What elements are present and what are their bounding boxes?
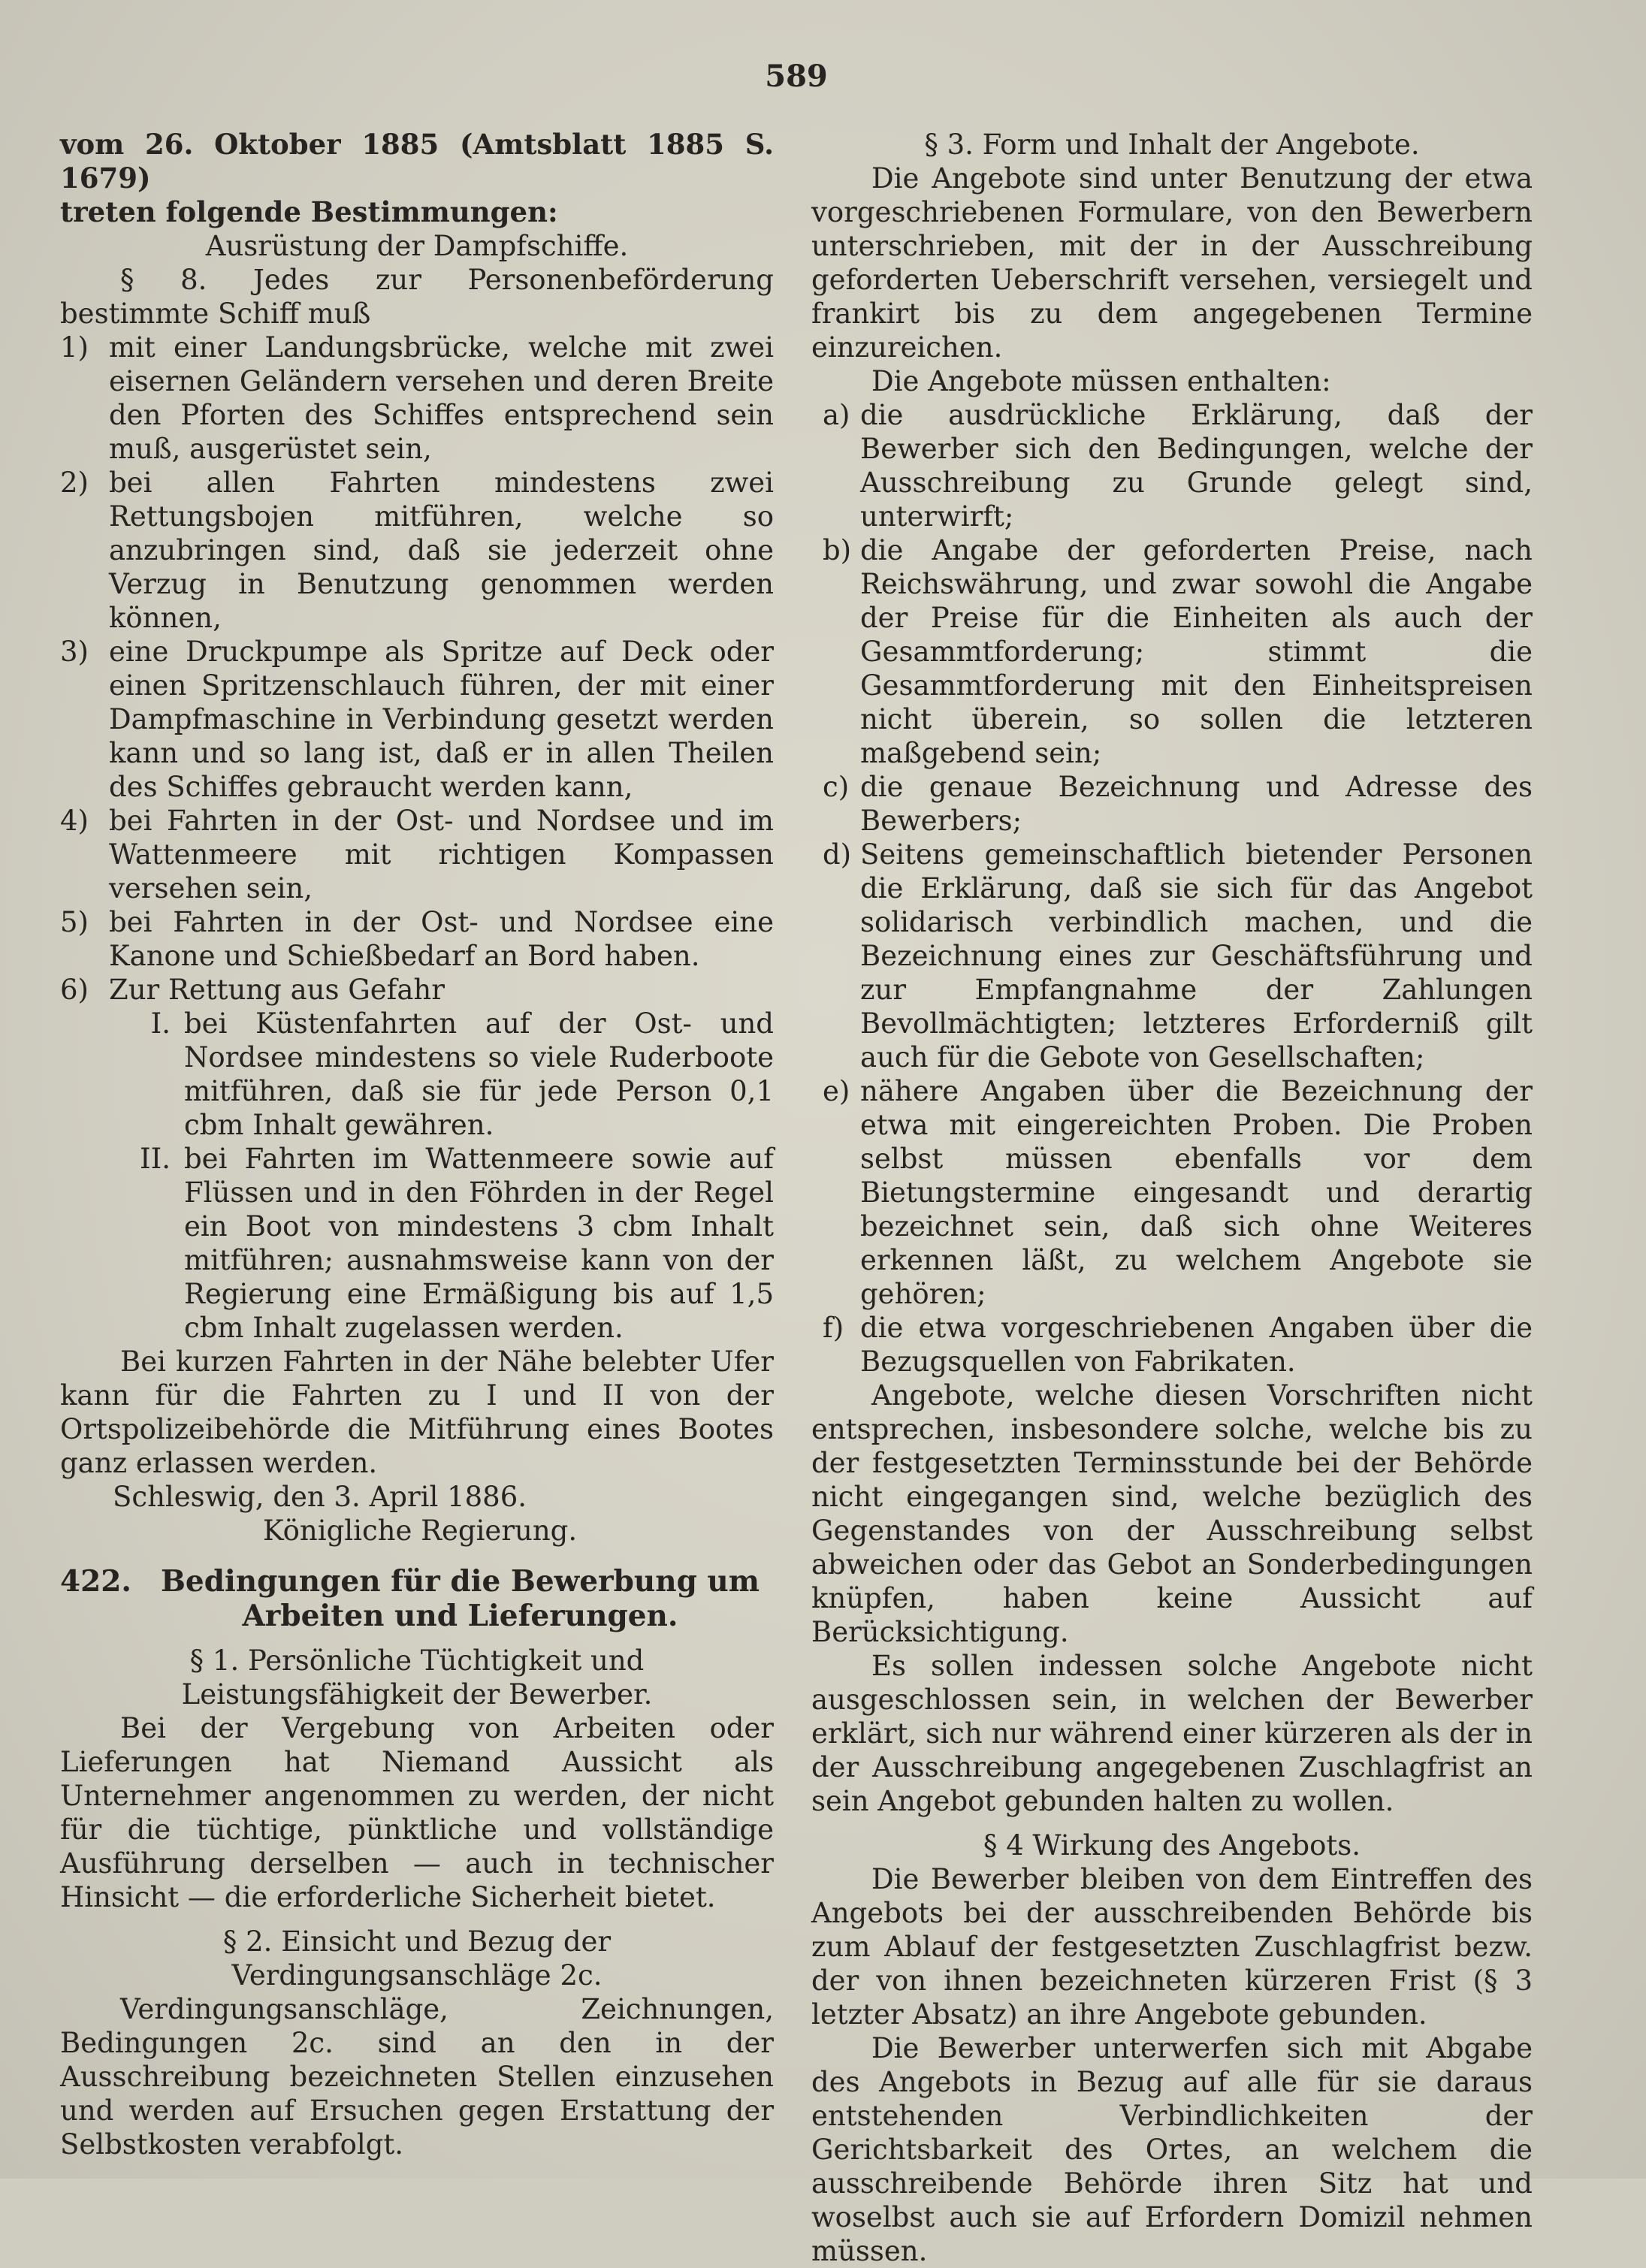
- closing-paragraph: Bei kurzen Fahrten in der Nähe belebter Ufer kann für die Fahrten zu I und II von der Ortspolizeibehörde die Mitführung eines Bootes ganz erlassen werden.: [60, 1345, 774, 1479]
- signature-place-date: Schleswig, den 3. April 1886.: [113, 1481, 527, 1513]
- s2-text: Verdingungsanschläge, Zeichnungen, Bedingungen 2c. sind an den in der Ausschreibung bezeichneten Stellen einzusehen und werden auf Ersuchen gegen Erstattung der Selbstkosten verabfolgt.: [60, 1993, 774, 2161]
- list-item-text: die ausdrückliche Erklärung, daß der Bewerber sich den Bedingungen, welche der Ausschreibung zu Grunde gelegt sind, unterwirft;: [860, 399, 1533, 533]
- list-item: [823, 398, 1533, 533]
- s3-paragraph-4: Es sollen indessen solche Angebote nicht ausgeschlossen sein, in welchen der Bewerber erklärt, sich nur während einer kürzeren als der in der Ausschreibung angegebenen Zuschlagfrist an sein Angebot gebunden halten zu wollen.: [811, 1650, 1533, 1817]
- list-item-text: bei allen Fahrten mindestens zwei Rettungsbojen mitführen, welche so anzubringen sind, daß sie jederzeit ohne Verzug in Benutzung genommen werden können,: [109, 467, 774, 634]
- sub-item-number: II.: [140, 1143, 171, 1175]
- page-number: 589: [765, 59, 828, 94]
- list-item: [60, 905, 774, 973]
- list-item-text: die etwa vorgeschriebenen Angaben über die Bezugsquellen von Fabrikaten.: [860, 1312, 1533, 1378]
- signature-authority: Königliche Regierung.: [263, 1515, 578, 1547]
- sub-list-item: [124, 1142, 774, 1345]
- list-item-text: Zur Rettung aus Gefahr: [109, 974, 445, 1006]
- list-item-number: 6): [60, 974, 89, 1006]
- list-item: [60, 635, 774, 804]
- list-item: [823, 533, 1533, 770]
- list-item-text: nähere Angaben über die Bezeichnung der etwa mit eingereichten Proben. Die Proben selbst müssen ebenfalls vor dem Bietungstermine eingesandt und derartig bezeichnet sein, daß sich ohne Weiteres erkennen läßt, zu welchem Angebote sie gehören;: [860, 1075, 1533, 1310]
- list-item-text: eine Druckpumpe als Spritze auf Deck oder einen Spritzenschlauch führen, der mit einer Dampfmaschine in Verbindung gesetzt werden kann und so lang ist, daß er in allen Theilen des Schiffes gebraucht werden kann,: [109, 636, 774, 803]
- list-item-number: 4): [60, 805, 89, 837]
- section-heading: [60, 1564, 774, 1633]
- intro-line-1: vom 26. Oktober 1885 (Amtsblatt 1885 S. 1679): [60, 128, 774, 195]
- list-item: [60, 804, 774, 905]
- intro-line-2: treten folgende Bestimmungen:: [60, 195, 558, 228]
- list-item-text: mit einer Landungsbrücke, welche mit zwei eisernen Geländern versehen und deren Breite den Pforten des Schiffes entsprechend sein muß, ausgerüstet sein,: [109, 331, 774, 465]
- paragraph-8: § 8. Jedes zur Personenbeförderung bestimmte Schiff muß: [60, 264, 774, 330]
- list-item: [823, 770, 1533, 838]
- list-item-number: 3): [60, 636, 89, 668]
- sub-list-item: [124, 1007, 774, 1142]
- list-item-letter: f): [823, 1312, 844, 1344]
- list-item: [60, 973, 774, 1007]
- section-number: 422.: [60, 1564, 131, 1599]
- s3-heading: § 3. Form und Inhalt der Angebote.: [924, 128, 1420, 161]
- s3-paragraph-2: Die Angebote müssen enthalten:: [871, 365, 1331, 397]
- list-item-text: die genaue Bezeichnung und Adresse des Bewerbers;: [860, 771, 1533, 837]
- s2-heading: § 2. Einsicht und Bezug der Verdingungsanschläge 2c.: [222, 1925, 612, 1992]
- s3-paragraph-3: Angebote, welche diesen Vorschriften nicht entsprechen, insbesondere solche, welche bis zu der festgesetzten Terminsstunde bei der Behörde nicht eingegangen sind, welche bezüglich des Gegenstandes von der Ausschreibung selbst abweichen oder das Gebot an Sonderbedingungen knüpfen, haben keine Aussicht auf Berücksichtigung.: [811, 1379, 1533, 1648]
- s4-heading: § 4 Wirkung des Angebots.: [983, 1829, 1361, 1862]
- list-item: [60, 466, 774, 635]
- right-column: [811, 128, 1533, 2268]
- list-item-letter: b): [823, 534, 852, 566]
- list-item: [823, 1311, 1533, 1379]
- list-item: [823, 1074, 1533, 1311]
- list-item-text: die Angabe der geforderten Preise, nach Reichswährung, und zwar sowohl die Angabe der Preise für die Einheiten als auch der Gesammtforderung; stimmt die Gesammtforderung mit den Einheitspreisen nicht überein, so sollen die letzteren maßgebend sein;: [860, 534, 1533, 769]
- list-item-text: Seitens gemeinschaftlich bietender Personen die Erklärung, daß sie sich für das Angebot solidarisch verbindlich machen, und die Bezeichnung eines zur Geschäftsführung und zur Empfangnahme der Zahlungen Bevollmächtigten; letzteres Erforderniß gilt auch für die Gebote von Gesellschaften;: [860, 838, 1533, 1074]
- list-item-text: bei Fahrten in der Ost- und Nordsee eine Kanone und Schießbedarf an Bord haben.: [109, 906, 774, 972]
- list-item-number: 1): [60, 331, 89, 364]
- list-item-letter: d): [823, 838, 852, 871]
- list-item-letter: c): [823, 771, 850, 803]
- equipment-heading: Ausrüstung der Dampfschiffe.: [205, 230, 629, 262]
- list-item-number: 2): [60, 467, 89, 499]
- section-title: Bedingungen für die Bewerbung um Arbeiten und Lieferungen.: [160, 1564, 760, 1633]
- sub-item-text: bei Fahrten im Wattenmeere sowie auf Flüssen und in den Föhrden in der Regel ein Boot von mindestens 3 cbm Inhalt mitführen; ausnahmsweise kann von der Regierung eine Ermäßigung bis auf 1,5 cbm Inhalt zugelassen werden.: [184, 1143, 774, 1344]
- s1-heading: § 1. Persönliche Tüchtigkeit und Leistungsfähigkeit der Bewerber.: [181, 1644, 653, 1711]
- s4-paragraph-1: Die Bewerber bleiben von dem Eintreffen des Angebots bei der ausschreibenden Behörde bis zum Ablauf der festgesetzten Zuschlagfrist bezw. der von ihnen bezeichneten kürzeren Frist (§ 3 letzter Absatz) an ihre Angebote gebunden.: [811, 1863, 1533, 2031]
- list-item: [823, 838, 1533, 1074]
- list-item-letter: e): [823, 1075, 850, 1107]
- list-item-text: bei Fahrten in der Ost- und Nordsee und im Wattenmeere mit richtigen Kompassen versehen sein,: [109, 805, 774, 904]
- left-column: [60, 128, 774, 2161]
- sub-item-number: I.: [150, 1007, 171, 1040]
- s1-text: Bei der Vergebung von Arbeiten oder Lieferungen hat Niemand Aussicht als Unternehmer angenommen zu werden, der nicht für die tüchtige, pünktliche und vollständige Ausführung derselben — auch in technischer Hinsicht — die erforderliche Sicherheit bietet.: [60, 1712, 774, 1913]
- s3-paragraph-1: Die Angebote sind unter Benutzung der etwa vorgeschriebenen Formulare, von den Bewerbern unterschrieben, mit der in der Ausschreibung geforderten Ueberschrift versehen, versiegelt und frankirt bis zu dem angegebenen Termine einzureichen.: [811, 162, 1533, 364]
- s4-paragraph-2: Die Bewerber unterwerfen sich mit Abgabe des Angebots in Bezug auf alle für sie daraus entstehenden Verbindlichkeiten der Gerichtsbarkeit des Ortes, an welchem die ausschreibende Behörde ihren Sitz hat und woselbst auch sie auf Erfordern Domizil nehmen müssen.: [811, 2032, 1533, 2267]
- list-item: [60, 331, 774, 466]
- list-item-letter: a): [823, 399, 850, 431]
- sub-item-text: bei Küstenfahrten auf der Ost- und Nordsee mindestens so viele Ruderboote mitführen, daß sie für jede Person 0,1 cbm Inhalt gewähren.: [184, 1007, 774, 1141]
- list-item-number: 5): [60, 906, 89, 938]
